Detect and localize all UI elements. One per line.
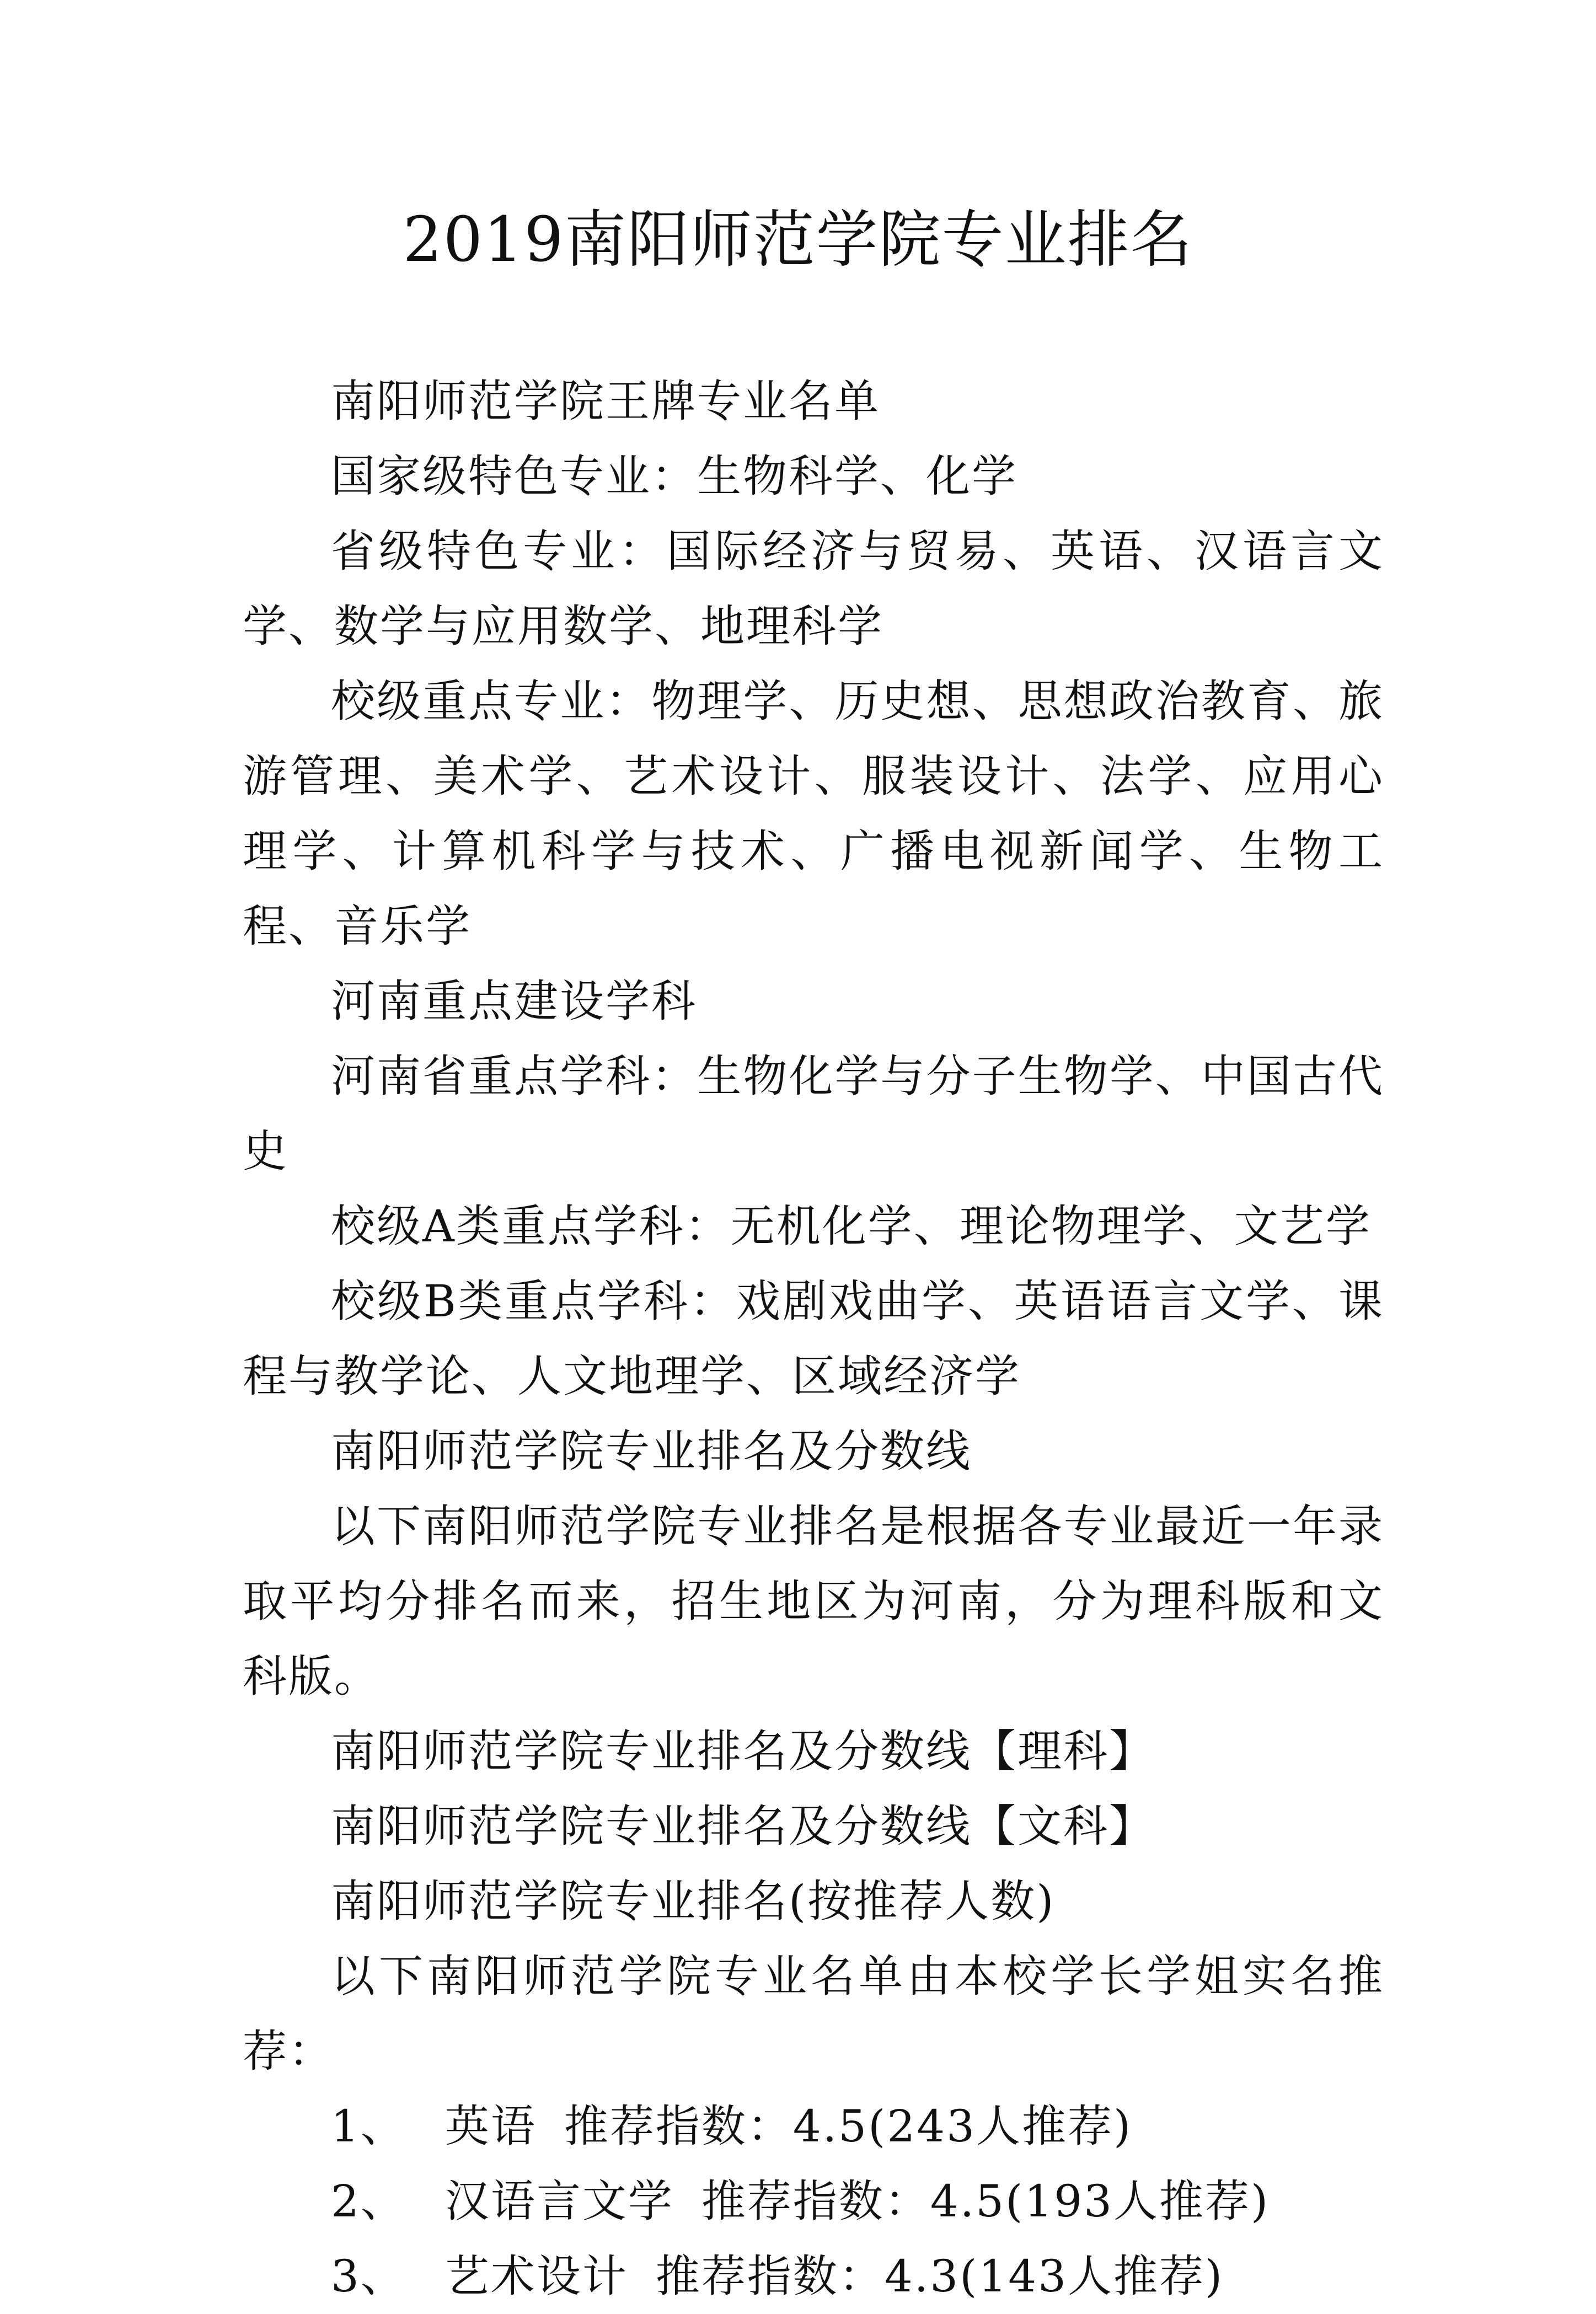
ranking-science-link: 南阳师范学院专业排名及分数线【理科】 xyxy=(331,1726,1155,1777)
list-item-index: 推荐指数：4.3(143人推荐) xyxy=(655,2251,1224,2302)
list-item xyxy=(243,2089,1384,2164)
list-item-number: 1、 xyxy=(331,2101,406,2152)
list-item xyxy=(243,2239,1384,2314)
list-item xyxy=(243,2164,1384,2239)
school-class-a-disciplines: 校级A类重点学科：无机化学、理论物理学、文艺学 xyxy=(331,1201,1372,1252)
school-key-majors: 校级重点专业：物理学、历史想、思想政治教育、旅游管理、美术学、艺术设计、服装设计、法学、应用心理学、计算机科学与技术、广播电视新闻学、生物工程、音乐学 xyxy=(243,676,1384,952)
section-heading-key-disciplines: 河南重点建设学科 xyxy=(331,976,697,1027)
ranking-arts-link: 南阳师范学院专业排名及分数线【文科】 xyxy=(331,1801,1155,1852)
ranking-explanation: 以下南阳师范学院专业排名是根据各专业最近一年录取平均分排名而来，招生地区为河南，分为理科版和文科版。 xyxy=(243,1501,1384,1702)
recommend-intro: 以下南阳师范学院专业名单由本校学长学姐实名推荐： xyxy=(243,1951,1384,2077)
list-item-major: 艺术设计 xyxy=(444,2251,628,2302)
list-item-index: 推荐指数：4.5(243人推荐) xyxy=(564,2101,1133,2152)
list-item-number: 2、 xyxy=(331,2176,406,2227)
list-item-major: 英语 xyxy=(444,2101,537,2152)
national-featured-majors: 国家级特色专业：生物科学、化学 xyxy=(331,451,1017,502)
provincial-key-disciplines: 河南省重点学科：生物化学与分子生物学、中国古代史 xyxy=(243,1051,1384,1177)
document-body xyxy=(243,364,1384,2314)
provincial-featured-majors: 省级特色专业：国际经济与贸易、英语、汉语言文学、数学与应用数学、地理科学 xyxy=(243,526,1384,652)
section-heading-flagship-majors: 南阳师范学院王牌专业名单 xyxy=(331,376,880,427)
list-item-major: 汉语言文学 xyxy=(444,2176,674,2227)
list-item-index: 推荐指数：4.5(193人推荐) xyxy=(701,2176,1270,2227)
list-item-number: 3、 xyxy=(331,2251,406,2302)
page-title: 2019南阳师范学院专业排名 xyxy=(403,204,1193,276)
section-heading-ranking-scores: 南阳师范学院专业排名及分数线 xyxy=(331,1426,972,1477)
school-class-b-disciplines: 校级B类重点学科：戏剧戏曲学、英语语言文学、课程与教学论、人文地理学、区域经济学 xyxy=(243,1276,1384,1402)
section-heading-recommend-ranking: 南阳师范学院专业排名(按推荐人数) xyxy=(331,1876,1056,1927)
